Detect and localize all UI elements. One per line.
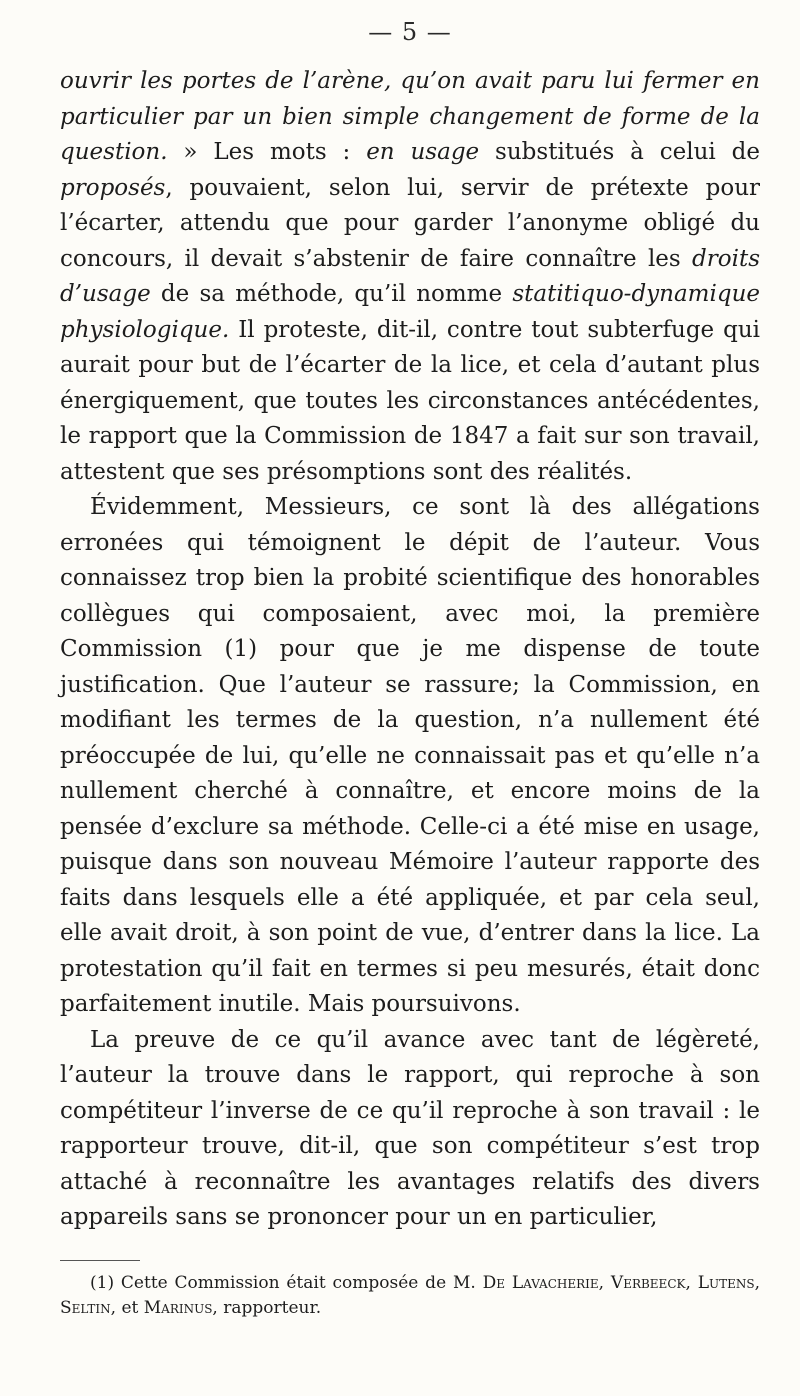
paragraph-2: Évidemment, Messieurs, ce sont là des allégations erronées qui témoignent le dépit de l’auteur. Vous connaissez trop bien la probité scientifique des honorables collègues qui composaient, avec moi, la première Commission (1) pour que je me dispense de toute justification. Que l’auteur se rassure; la Commission, en modifiant les termes de la question, n’a nullement été préoccupée de lui, qu’elle ne connaissait pas et qu’elle n’a nullement cherché à connaître, et encore moins de la pensée d’exclure sa méthode. Celle-ci a été mise en usage, puisque dans son nouveau Mémoire l’auteur rapporte des faits dans lesquels elle a été appliquée, et par cela seul, elle avait droit, à son point de vue, d’entrer dans la lice. La protestation qu’il fait en termes si peu mesurés, était donc parfaitement inutile. Mais poursuivons. [60, 494, 760, 1017]
footnote-divider [60, 1260, 140, 1261]
footnote [60, 1271, 760, 1321]
page-number: — 5 — [368, 18, 452, 46]
body-text [60, 64, 760, 1236]
paragraph-3: La preuve de ce qu’il avance avec tant de légèreté, l’auteur la trouve dans le rapport, qui reproche à son compétiteur l’inverse de ce qu’il reproche à son travail : le rapporteur trouve, dit-il, que son compétiteur s’est trop attaché à reconnaître les avantages relatifs des divers appareils sans se prononcer pour un en particulier, [60, 1026, 760, 1230]
paragraph-1-text-1: » Les mots : [167, 139, 367, 165]
paragraph-1-italic-3: droits d’usage [60, 245, 760, 307]
paragraph-1-text-3: , pouvaient, selon lui, servir de prétexte pour l’écarter, attendu que pour garder l’anonyme obligé du concours, il devait s’abstenir de faire connaître les [60, 174, 760, 272]
book-page [60, 18, 760, 1378]
paragraph-1-lead-italic: ouvrir les portes de l’arène, qu’on avait paru lui fermer en particulier par un bien simple changement de forme de la question. [60, 68, 760, 165]
footnote-text-mid: et [116, 1297, 144, 1318]
paragraph-1-text-2: substitués à celui de [479, 139, 760, 165]
footnote-names-1: De Lavacherie, Verbeeck, Lutens, Seltin, [60, 1272, 760, 1318]
paragraph-1-italic-2: proposés [60, 174, 166, 201]
paragraph-1-italic-1: en usage [366, 139, 480, 165]
paragraph-1-italic-4: statitiquo-dynamique physiologique. [60, 281, 760, 343]
footnote-names-2: Marinus, [143, 1297, 218, 1318]
footnote-text-end: rapporteur. [217, 1297, 322, 1318]
paragraph-1-text-4: de sa méthode, qu’il nomme [150, 281, 513, 307]
paragraph-1-text-5: Il proteste, dit-il, contre tout subterfuge qui aurait pour but de l’écarter de la lice, et cela d’autant plus énergiquement, que toutes les circonstances antécédentes, le rapport que la Commission de 1847 a fait sur son travail, attestent que ses présomptions sont des réalités. [60, 316, 760, 485]
paragraph-1 [60, 64, 760, 490]
footnote-text-start: (1) Cette Commission était composée de M. [90, 1272, 483, 1293]
